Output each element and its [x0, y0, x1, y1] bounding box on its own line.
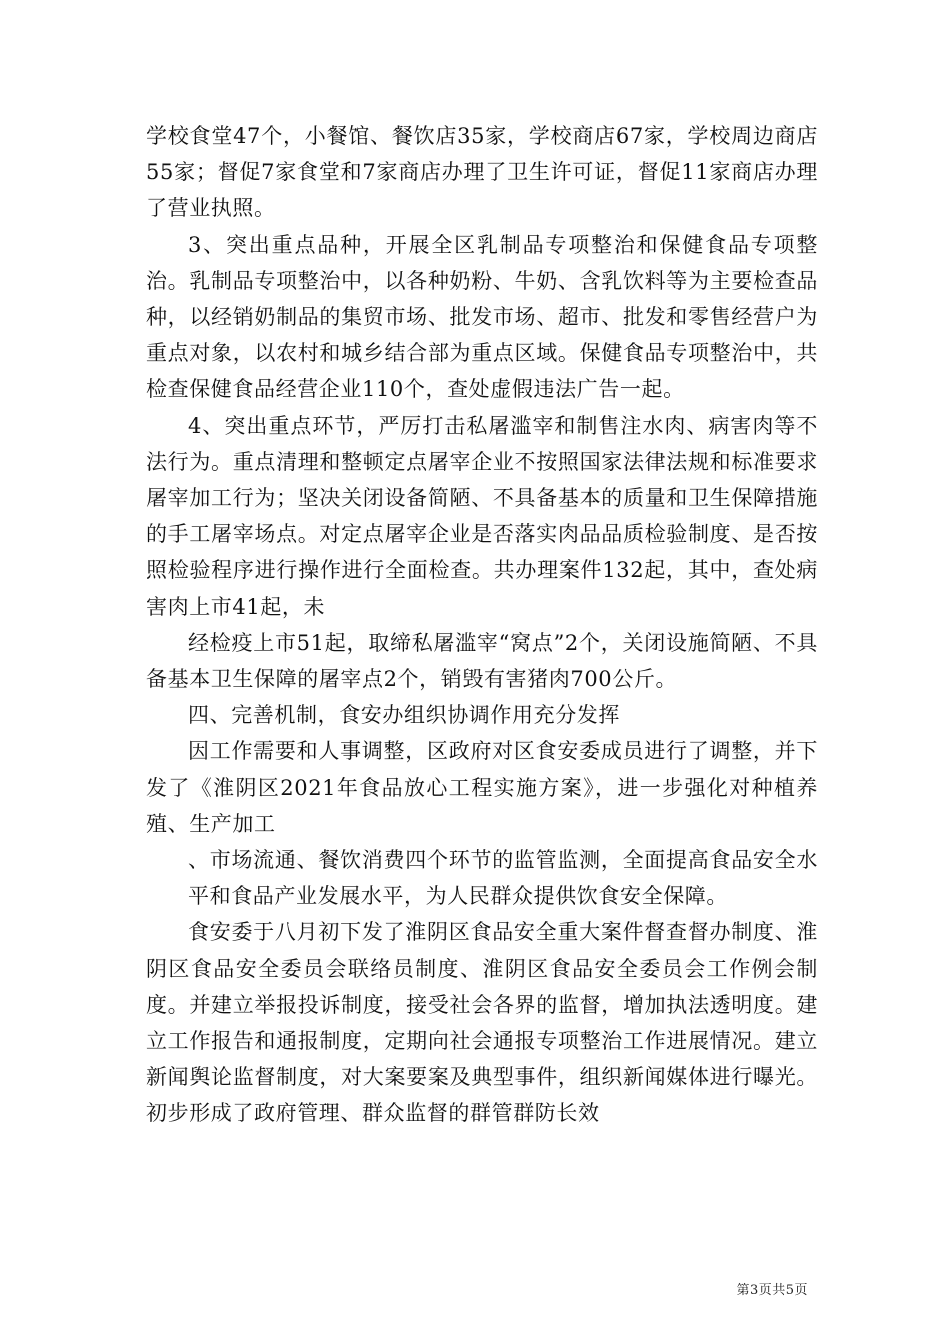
paragraph-school-stats: 学校食堂47个，小餐馆、餐饮店35家，学校商店67家，学校周边商店55家；督促7家食堂和7家商店办理了卫生许可证，督促11家商店办理了营业执照。 — [146, 124, 818, 221]
section-heading-mechanism: 四、完善机制，食安办组织协调作用充分发挥 — [188, 703, 620, 728]
paragraph-dairy-rectification: 3、突出重点品种，开展全区乳制品专项整治和保健食品专项整治。乳制品专项整治中，以各种奶粉、牛奶、含乳饮料等为主要检查品种，以经销奶制品的集贸市场、批发市场、超市、批发和零售经营户为重点对象，以农村和城乡结合部为重点区域。保健食品专项整治中，共检查保健食品经营企业110个，查处虚假违法广告一起。 — [146, 232, 818, 402]
page-number: 第3页共5页 — [736, 1283, 808, 1298]
paragraph-quarantine-results: 经检疫上市51起，取缔私屠滥宰“窝点”2个，关闭设施简陋、不具备基本卫生保障的屠宰点2个，销毁有害猪肉700公斤。 — [146, 630, 818, 692]
paragraph-slaughter-rectification: 4、突出重点环节，严厉打击私屠滥宰和制售注水肉、病害肉等不法行为。重点清理和整顿定点屠宰企业不按照国家法律法规和标准要求屠宰加工行为；坚决关闭设备简陋、不具备基本的质量和卫生保障措施的手工屠宰场点。对定点屠宰企业是否落实肉品品质检验制度、是否按照检验程序进行操作进行全面检查。共办理案件132起，其中，查处病害肉上市41起，未 — [146, 413, 818, 619]
paragraph-committee-adjustment: 因工作需要和人事调整，区政府对区食安委成员进行了调整，并下发了《淮阴区2021年食品放心工程实施方案》，进一步强化对种植养殖、生产加工 — [146, 739, 818, 836]
paragraph-supervision-links: 、市场流通、餐饮消费四个环节的监管监测，全面提高食品安全水平和食品产业发展水平，为人民群众提供饮食安全保障。 — [188, 848, 818, 909]
document-body — [146, 118, 818, 1132]
paragraph-systems-established: 食安委于八月初下发了淮阴区食品安全重大案件督查督办制度、淮阴区食品安全委员会联络员制度、淮阴区食品安全委员会工作例会制度。并建立举报投诉制度，接受社会各界的监督，增加执法透明度。建立工作报告和通报制度，定期向社会通报专项整治工作进展情况。建立新闻舆论监督制度，对大案要案及典型事件，组织新闻媒体进行曝光。初步形成了政府管理、群众监督的群管群防长效 — [146, 920, 818, 1126]
